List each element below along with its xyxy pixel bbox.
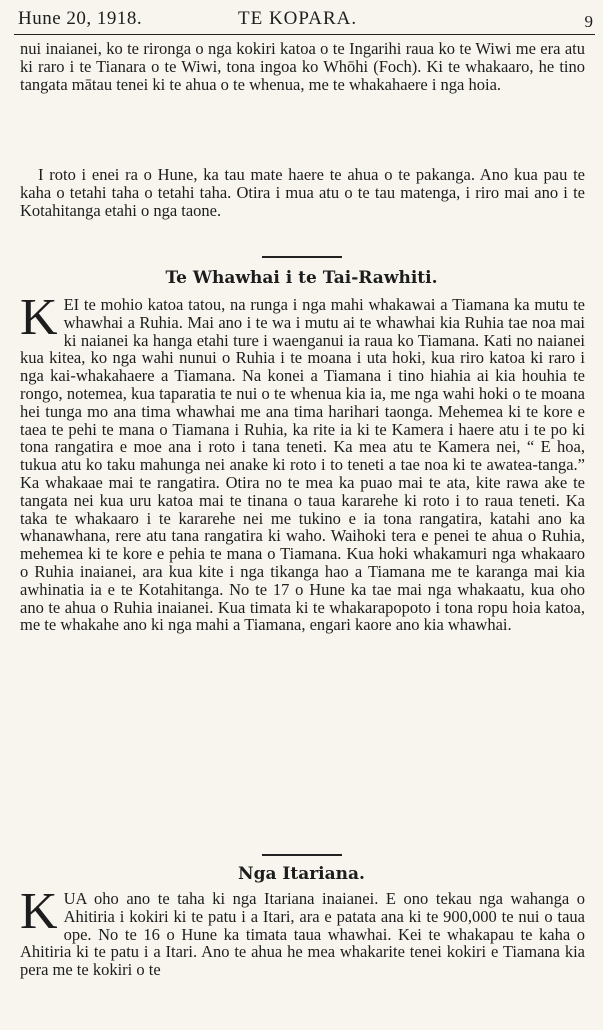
section-1-body <box>20 289 585 635</box>
page-number: 9 <box>584 12 593 31</box>
section-divider <box>262 256 342 258</box>
header-rule <box>14 34 595 35</box>
issue-date: Hune 20, 1918. <box>18 8 143 29</box>
intro-paragraph-1: nui inaianei, ko te rironga o nga kokiri katoa o te Ingarihi raua ko te Wiwi me era atu ki raro i te Tianara o te Wiwi, tona ingoa ko Whōhi (Foch). Ki te whakaaro, he tino tangata mātau tenei ki te ahua o te whenua, me te whakahaere i nga hoia. <box>20 39 585 94</box>
section-1-text: EI te mohio katoa tatou, na runga i nga mahi whakawai a Tiamana ka mutu te whawhai a Ruhia. Mai ano i te wa i mutu ai te whawhai kia Ruhia tae noa mai ki naianei ka hanga etahi ture i waenganui ia raua ko Tiamana. Kati no naianei kua kitea, ko nga wahi nunui o Ruhia i te moana i uta hoki, kua riro katoa ki raro i nga kai-whakahaere a Tiamana. Na konei a Tiamana i tino hiahia ai kia houhia te rongo, notemea, kua taparatia te nui o te whenua kia ia, me nga wahi hoki o te moana hei tunga mo ana tima whawhai me ana tima harihari taonga. Mehemea ki te kore e taea te pehi te mana o Tiamana i Ruhia, ka rite ia ki te Kamera i haere atu i te po ki tona rangatira e moe ana i roto i tana teneti. Ka mea atu te Kamera nei, “ E hoa, tukua atu ko taku mahunga nei anake ki roto i to teneti a tae noa ki te awatea-tanga.” Ka whakaae mai te rangatira. Otira no te mea ka puao mai te ata, kite rawa ake te tangata nei kua uru katoa mai te tinana o taua kararehe ki roto i to raua teneti. Ka taka te whakaaro i te kararehe nei me tukino e ia tona rangatira, katahi ano ka whanawhana, rere atu tana rangatira ki waho. Waihoki tera e penei te ahua o Ruhia, mehemea ki te kore e pehia te mana o Tiamana. Kua hoki whakamuri nga whakaaro o Ruhia inaianei, ara kua kite i nga tikanga hao a Tiamana me te karanga mai kia awhinatia ia e te Kotahitanga. No te 17 o Hune ka tae mai nga whakaatu, kua oho ano te ahua o Ruhia inaianei. Kua timata ki te whakarapopoto i tona ropu hoia katoa, me te whakahe ano ki nga mahi a Tiamana, engari kaore ano kia whawhai. <box>20 295 585 635</box>
intro-paragraph-2: I roto i enei ra o Hune, ka tau mate haere te ahua o te pakanga. Ano kua pau te kaha o tetahi taha o tetahi taha. Otira i mua atu o te tau matenga, i riro mai ano i te Kotahitanga etahi o nga taone. <box>20 165 585 220</box>
section-heading: Te Whawhai i te Tai-Rawhiti. <box>165 268 438 288</box>
section-heading: Nga Itariana. <box>238 864 365 884</box>
section-2-body <box>20 883 585 980</box>
section-2-text: UA oho ano te taha ki nga Itariana inaianei. E ono tekau nga wahanga o Ahitiria i kokiri ki te patu i a Itari, ara e patata ana ki te 900,000 te nui o taua ope. No te 16 o Hune ka timata taua whawhai. Kei te whakapau te kaha o Ahitiria ki te patu i a Itari. Ano te ahua he mea whakarite tenei kokiri e Tiamana kia pera me te kokiri o te <box>20 889 585 980</box>
publication-title: TE KOPARA. <box>238 8 358 29</box>
section-divider <box>262 854 342 856</box>
drop-cap: K <box>20 289 58 346</box>
drop-cap: K <box>20 883 58 940</box>
page-header <box>18 4 595 34</box>
